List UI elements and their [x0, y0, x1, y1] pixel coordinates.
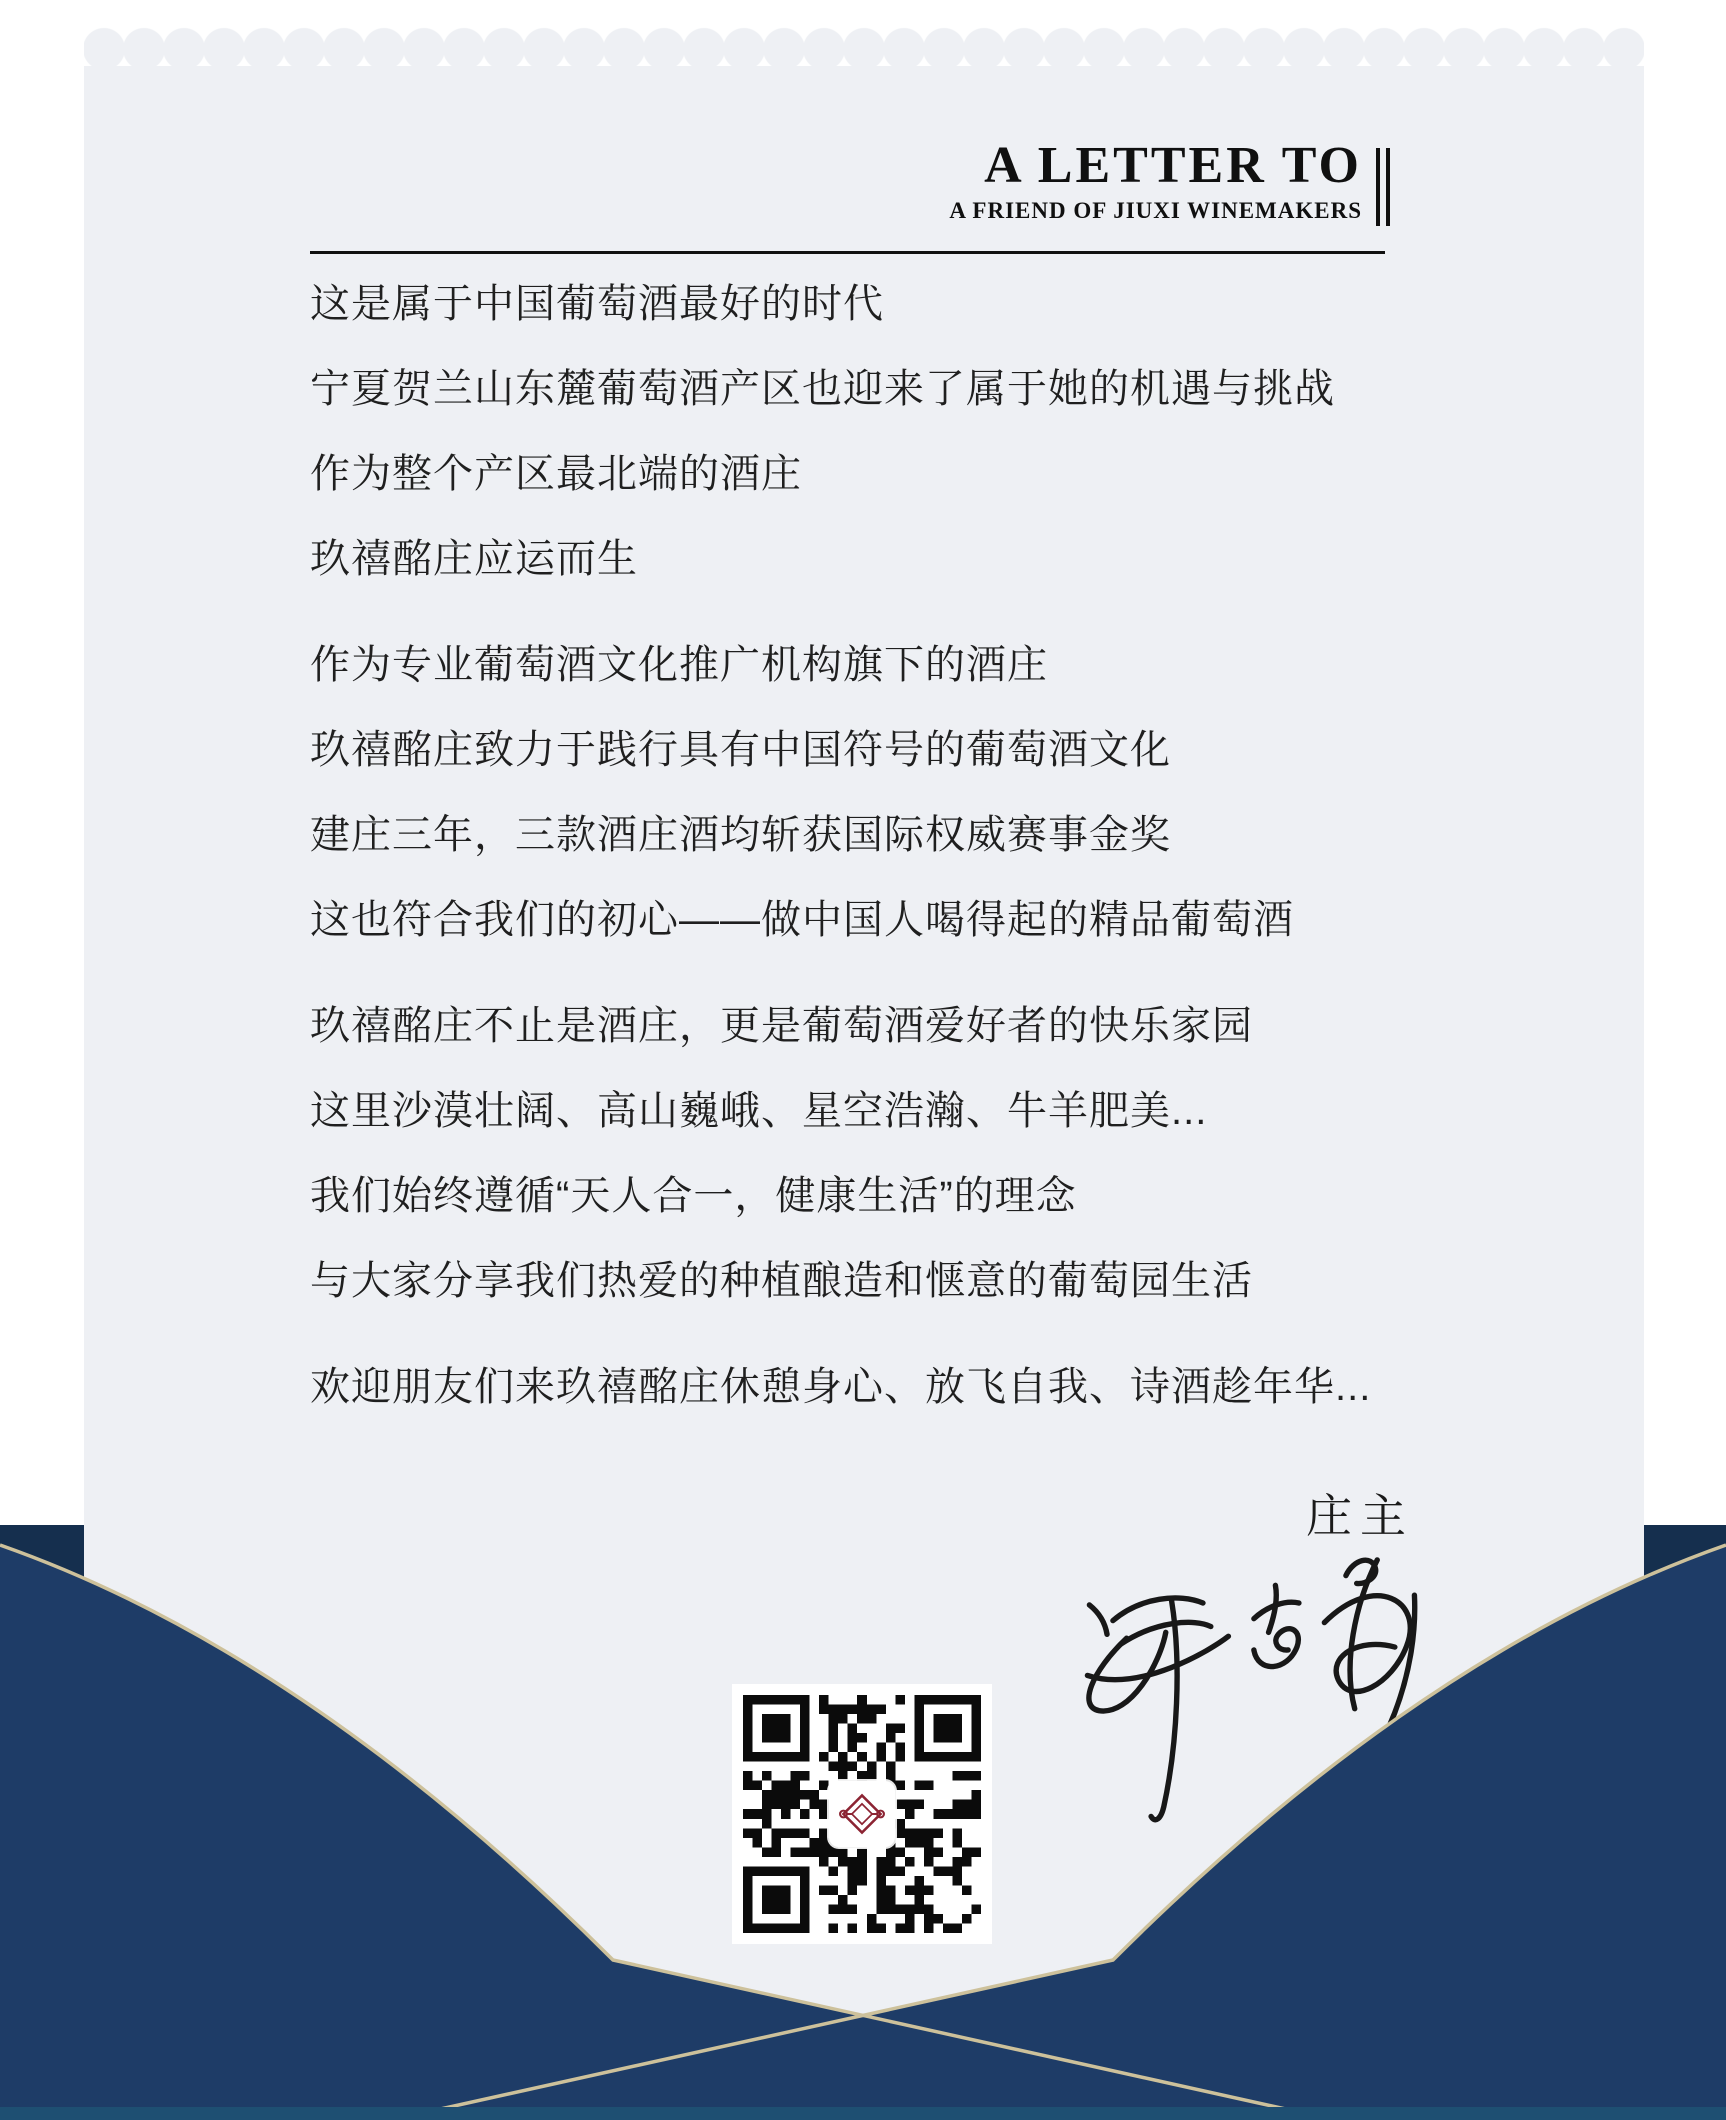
letter-line: 作为整个产区最北端的酒庄: [310, 452, 802, 496]
letter-header: [949, 138, 1390, 226]
paragraph: [310, 623, 1460, 963]
qr-center-logo: [829, 1781, 895, 1847]
letter-header-titles: [949, 138, 1362, 226]
page-title: A LETTER TO: [984, 137, 1362, 194]
letter-body: [310, 262, 1460, 1451]
paragraph: [310, 1345, 1460, 1430]
letter-line: 建庄三年，三款酒庄酒均斩获国际权威赛事金奖: [310, 813, 1171, 857]
qr-code-plaque: [732, 1684, 992, 1944]
letter-line: 与大家分享我们热爱的种植酿造和惬意的葡萄园生活: [310, 1259, 1253, 1303]
letter-line: 作为专业葡萄酒文化推广机构旗下的酒庄: [310, 643, 1048, 687]
jiuxi-diamond-logo-icon: [835, 1787, 889, 1841]
paragraph: [310, 262, 1460, 602]
letter-line: 玖禧酩庄致力于践行具有中国符号的葡萄酒文化: [310, 728, 1171, 772]
double-bar-icon: [1376, 148, 1390, 226]
letter-line: 这是属于中国葡萄酒最好的时代: [310, 282, 884, 326]
letter-line: 玖禧酩庄不止是酒庄，更是葡萄酒爱好者的快乐家园: [310, 1004, 1253, 1048]
letter-line: 这里沙漠壮阔、高山巍峨、星空浩瀚、牛羊肥美...: [310, 1089, 1208, 1133]
signoff-role: 庄主: [1306, 1490, 1414, 1542]
header-divider-line: [310, 251, 1385, 254]
paragraph: [310, 984, 1460, 1324]
letter-line: 我们始终遵循“天人合一，健康生活”的理念: [310, 1174, 1077, 1218]
letter-line: 宁夏贺兰山东麓葡萄酒产区也迎来了属于她的机遇与挑战: [310, 367, 1335, 411]
letter-line: 欢迎朋友们来玖禧酩庄休憩身心、放飞自我、诗酒趁年华...: [310, 1365, 1372, 1409]
letter-line: 玖禧酩庄应运而生: [310, 537, 638, 581]
letter-line: 这也符合我们的初心——做中国人喝得起的精品葡萄酒: [310, 898, 1294, 942]
envelope-bottom-band: [0, 2107, 1726, 2120]
page-subtitle: A FRIEND OF JIUXI WINEMAKERS: [949, 198, 1362, 223]
